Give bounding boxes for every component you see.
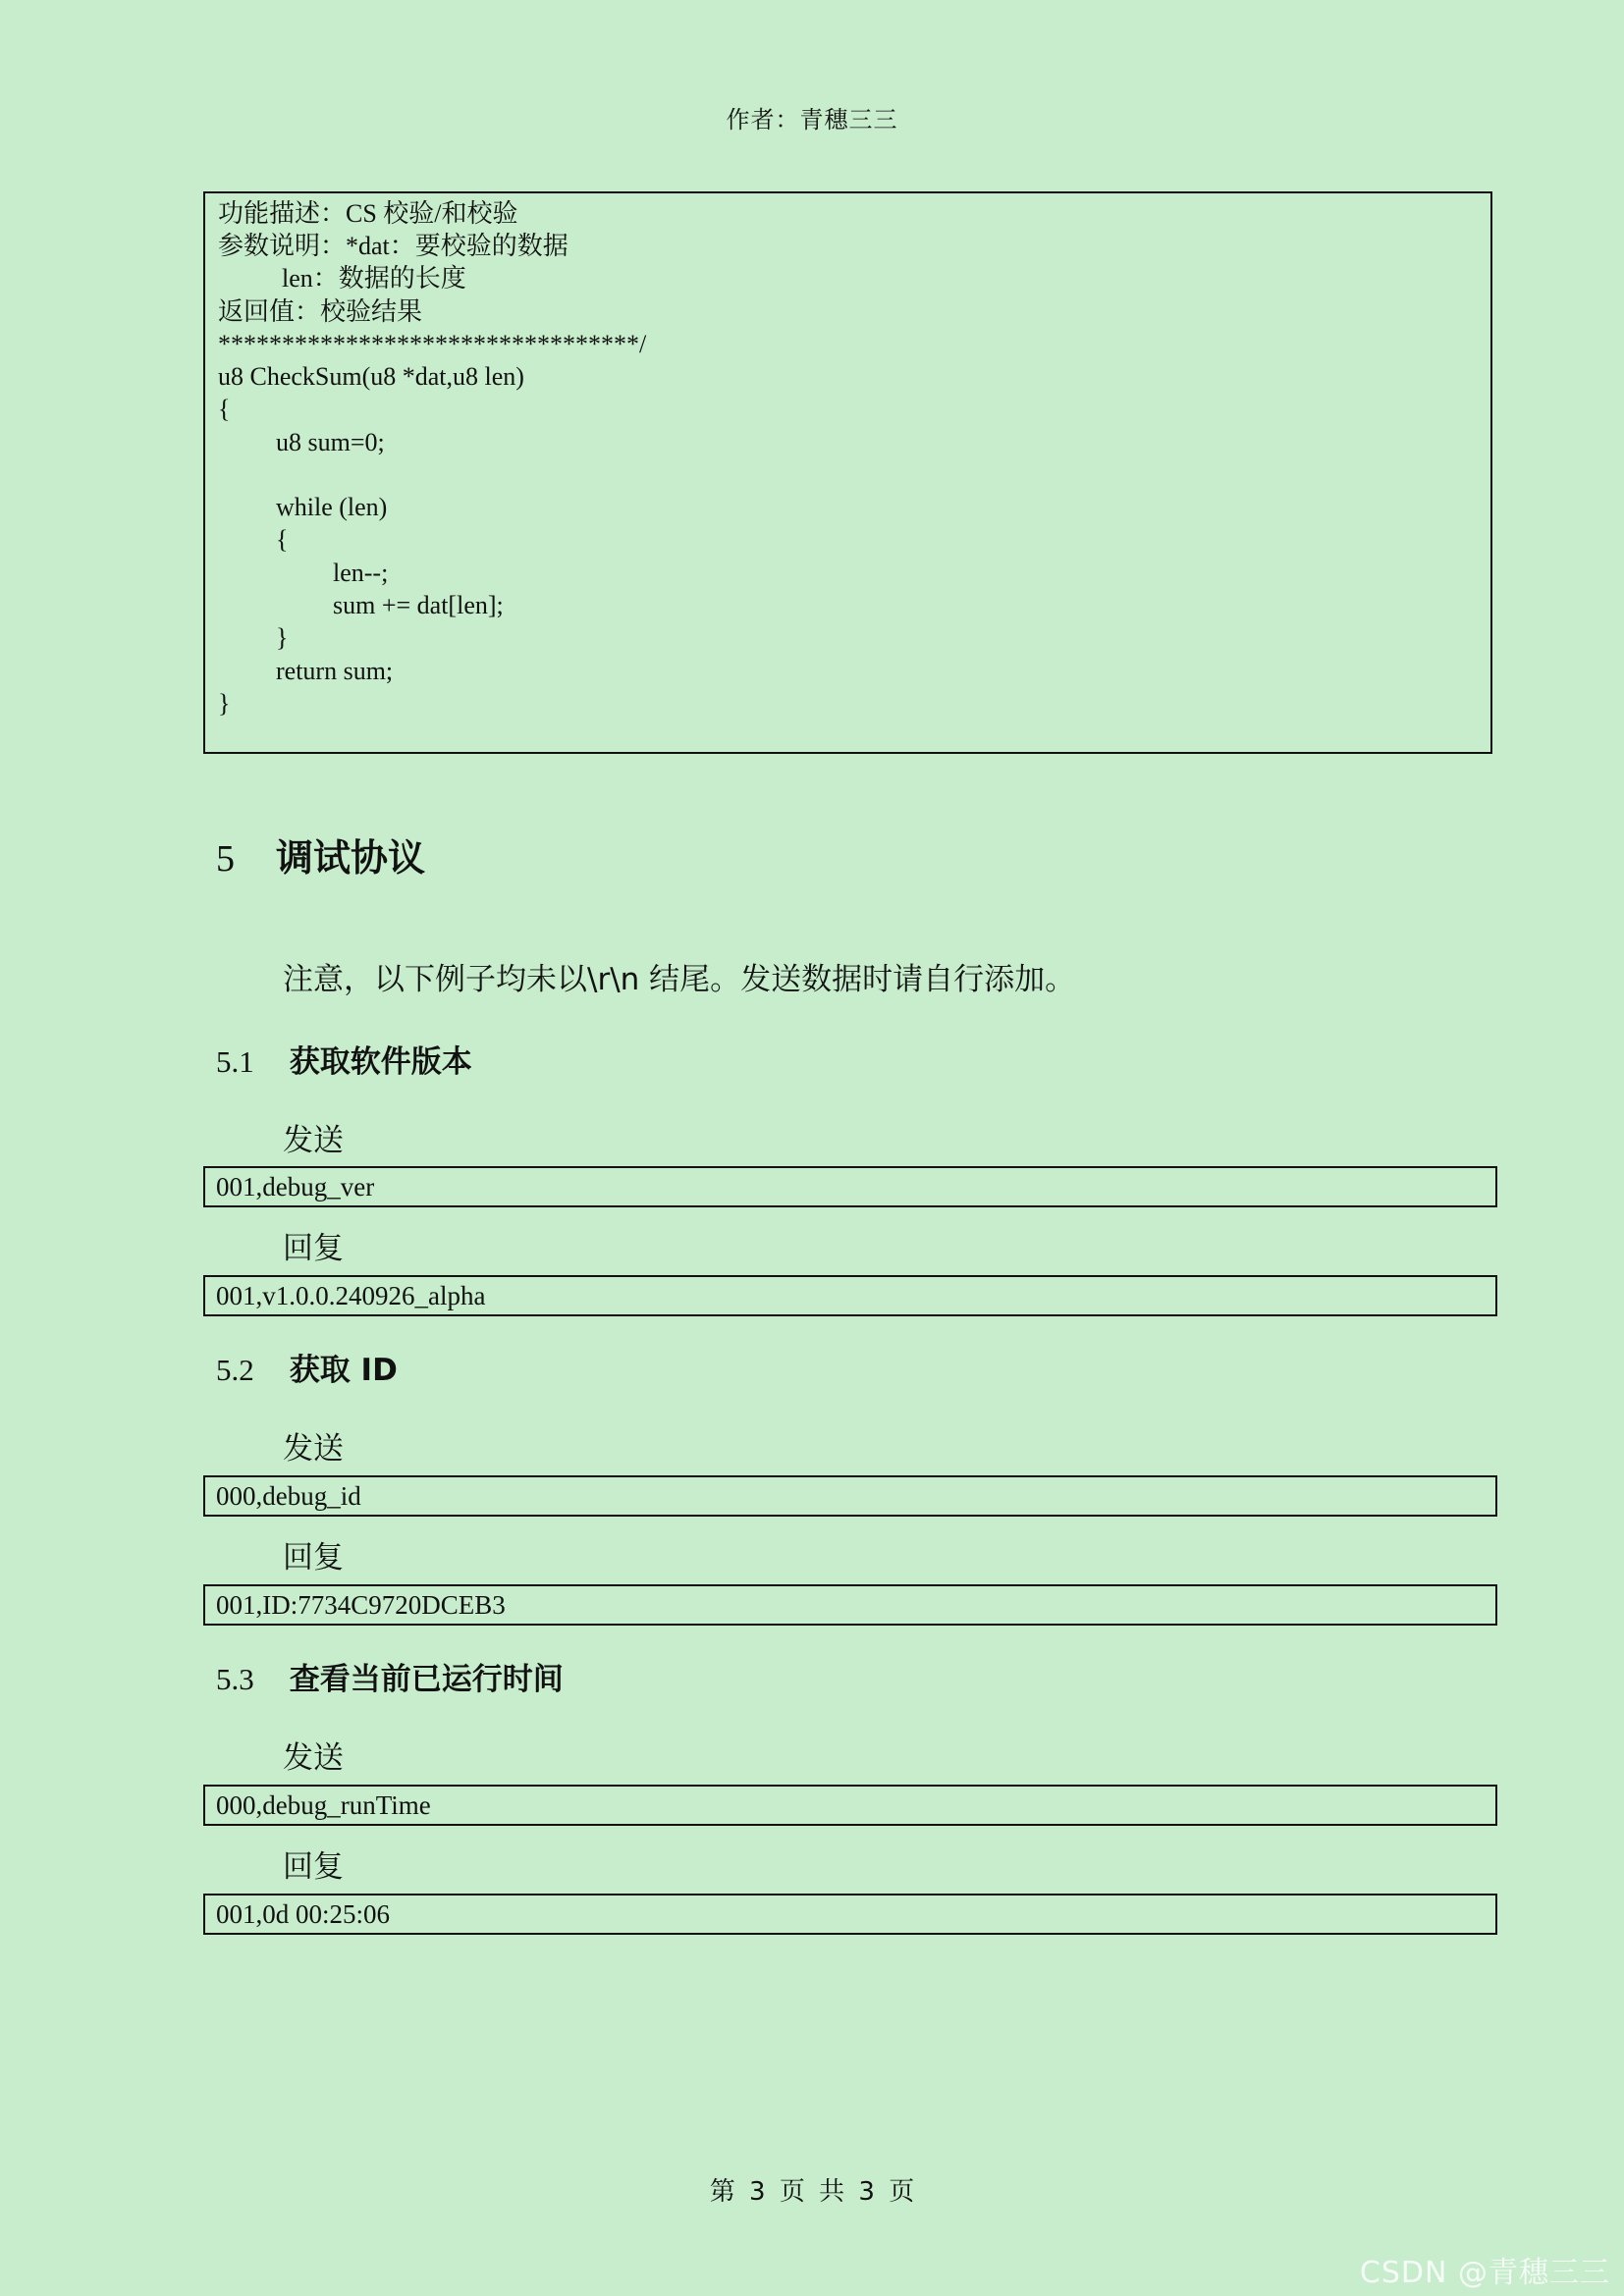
subsection-number: 5.2 <box>216 1353 254 1387</box>
code-line: } <box>218 689 231 718</box>
send-command-box: 000,debug_runTime <box>203 1785 1497 1826</box>
page-header-author: 作者：青穗三三 <box>726 106 898 133</box>
section-heading <box>216 828 425 881</box>
send-label: 发送 <box>283 1740 344 1776</box>
note-paragraph: 注意，以下例子均未以\r\n 结尾。发送数据时请自行添加。 <box>283 962 1076 997</box>
reply-label: 回复 <box>283 1849 344 1885</box>
subsection-heading <box>216 1345 398 1389</box>
subsection-heading <box>216 1037 472 1081</box>
code-line: u8 CheckSum(u8 *dat,u8 len) <box>218 362 524 391</box>
send-label: 发送 <box>283 1123 344 1158</box>
subsection-number: 5.3 <box>216 1662 254 1696</box>
subsection-title: 获取软件版本 <box>289 1044 472 1080</box>
reply-label: 回复 <box>283 1540 344 1575</box>
page-footer: 第 3 页 共 3 页 <box>709 2177 915 2207</box>
reply-command-box: 001,ID:7734C9720DCEB3 <box>203 1584 1497 1626</box>
code-line: 返回值：校验结果 <box>218 297 423 326</box>
subsection-heading <box>216 1654 564 1698</box>
code-line: return sum; <box>276 657 394 685</box>
code-line: { <box>218 395 231 423</box>
code-line: } <box>276 623 289 652</box>
code-line: 功能描述：CS 校验/和校验 <box>218 199 518 228</box>
code-block <box>203 191 1492 754</box>
reply-command-box: 001,0d 00:25:06 <box>203 1894 1497 1935</box>
section-number: 5 <box>216 838 235 880</box>
watermark: CSDN @青穗三三 <box>1359 2256 1610 2290</box>
send-command-box: 000,debug_id <box>203 1475 1497 1517</box>
code-line: while (len) <box>276 493 388 521</box>
code-line: sum += dat[len]; <box>333 591 504 619</box>
send-label: 发送 <box>283 1431 344 1467</box>
code-line: { <box>276 525 289 554</box>
subsection-number: 5.1 <box>216 1044 254 1079</box>
code-line: len：数据的长度 <box>218 264 466 293</box>
reply-command-box: 001,v1.0.0.240926_alpha <box>203 1275 1497 1316</box>
subsection-title: 查看当前已运行时间 <box>289 1662 564 1697</box>
code-line: *********************************/ <box>218 330 647 358</box>
reply-label: 回复 <box>283 1231 344 1266</box>
code-line: u8 sum=0; <box>276 428 385 456</box>
send-command-box: 001,debug_ver <box>203 1166 1497 1207</box>
code-line: len--; <box>333 559 389 587</box>
section-title: 调试协议 <box>276 836 426 880</box>
code-line: 参数说明：*dat：要校验的数据 <box>218 232 568 260</box>
subsection-title: 获取 ID <box>289 1353 398 1388</box>
